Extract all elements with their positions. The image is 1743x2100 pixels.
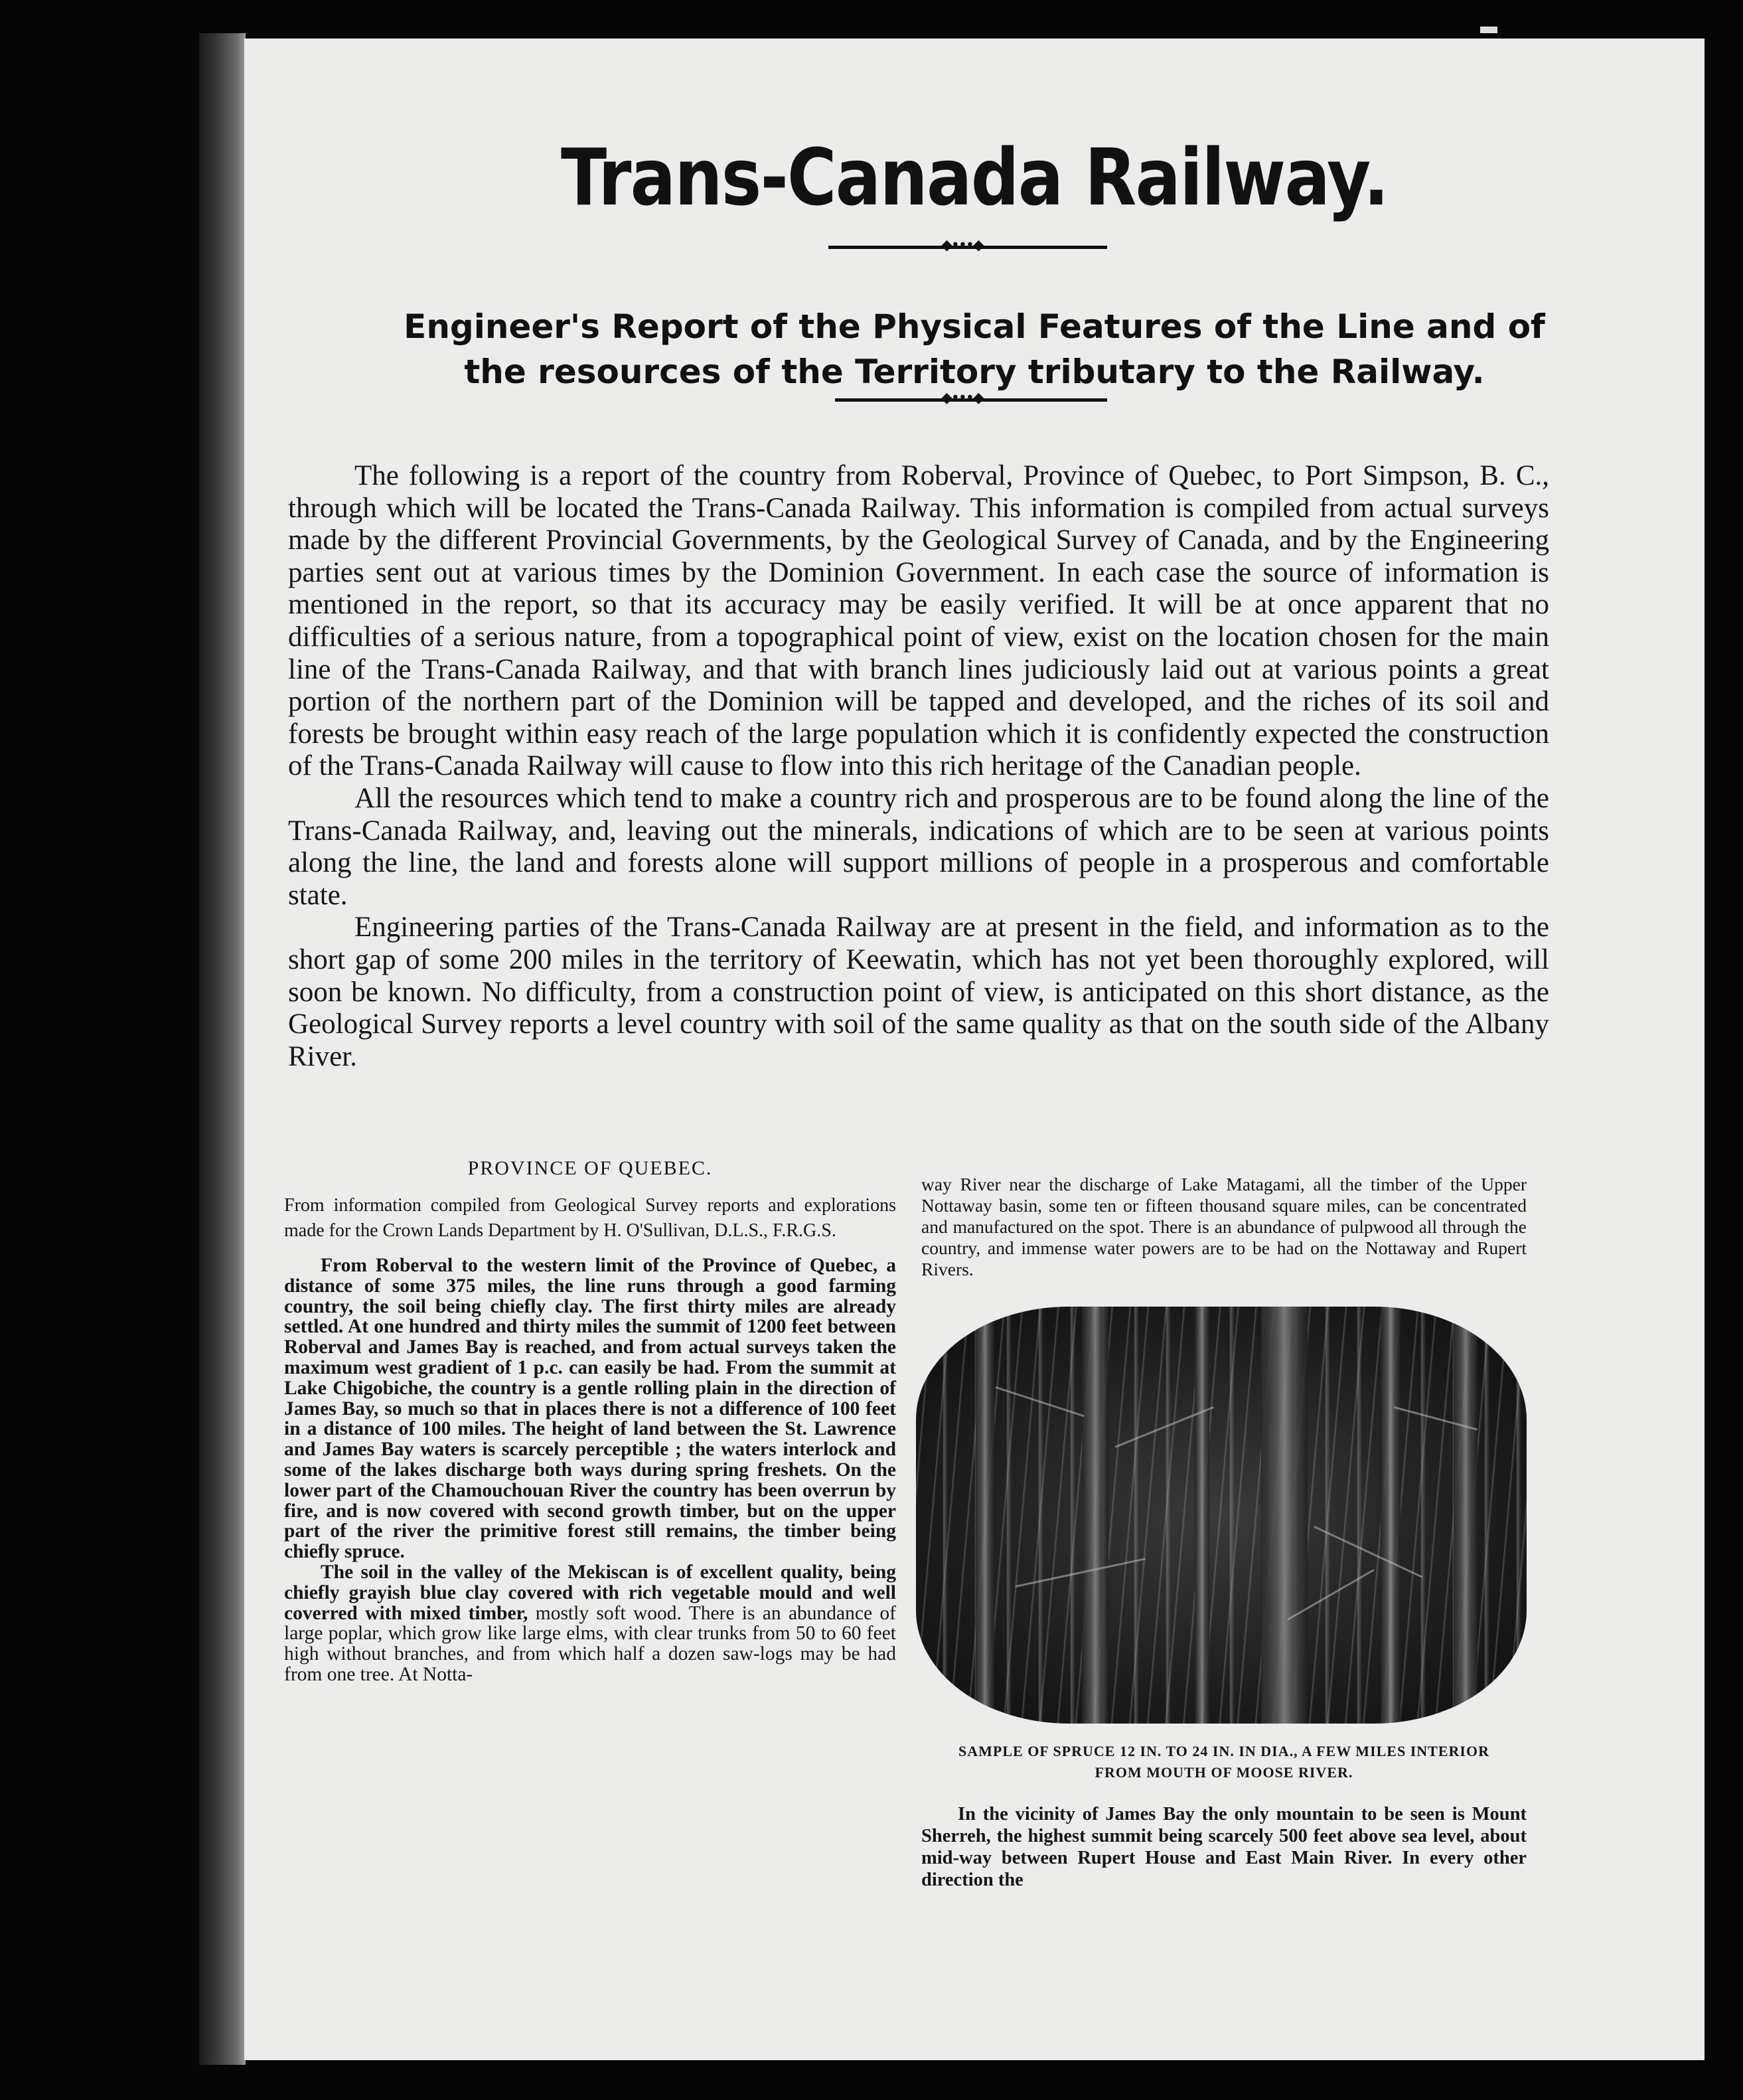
right-column	[921, 1174, 1527, 1891]
quebec-paragraph-2-bold: The soil in the valley of the Mekiscan is of excellent quality, being chiefly grayish blue clay covered with rich vegetable mould and well coverred with mixed timber,	[284, 1561, 896, 1624]
photo-tree-trunk	[1082, 1307, 1108, 1724]
photo-branch	[1314, 1526, 1422, 1578]
document-page	[244, 39, 1705, 2060]
photo-branch	[1016, 1558, 1146, 1587]
ornament-dots-bottom: ◆•••◆	[941, 390, 983, 406]
photo-tree-trunk	[976, 1307, 994, 1724]
photo-caption	[921, 1741, 1527, 1783]
source-note: From information compiled from Geological Survey reports and explorations made for the Crown Lands Department by H. O'Sullivan, D.L.S., F.R.G.S.	[284, 1195, 896, 1241]
left-column	[284, 1157, 896, 1685]
ornament-dots-top: ◆•••◆	[941, 237, 983, 254]
quebec-paragraph-1: From Roberval to the western limit of the Province of Quebec, a distance of some 375 miles, the line runs through a good farming country, the soil being chiefly clay. The first thirty miles are already settled. At one hundred and thirty miles the summit of 1200 feet between Roberval and James Bay is reached, and from actual surveys taken the maximum west gradient of 1 p.c. can easily be had. From the summit at Lake Chigobiche, the country is a gentle rolling plain in the direction of James Bay, so much so that in places there is not a difference of 100 feet in a distance of 100 miles. The height of land between the St. Lawrence and James Bay waters is scarcely perceptible ; the waters interlock and some of the lakes discharge both ways during spring freshets. On the lower part of the Chamouchouan River the country has been overrun by fire, and is now covered with second growth timber, but on the upper part of the river the primitive forest still remains, the timber being chiefly spruce.	[284, 1255, 896, 1563]
subtitle-line-1: Engineer's Report of the Physical Features of the Line and of	[404, 307, 1545, 346]
spruce-forest-photo	[916, 1307, 1527, 1724]
photo-branch	[996, 1386, 1085, 1417]
intro-paragraph: The following is a report of the country from Roberval, Province of Quebec, to Port Simpson, B. C., through which will be located the Trans-Canada Railway. This information is compiled from actual surveys made by the different Provincial Governments, by the Geological Survey of Canada, and by the Engineering parties sent out at various times by the Dominion Government. In each case the source of information is mentioned in the report, so that its accuracy may be easily verified. It will be at once apparent that no difficulties of a serious nature, from a topographical point of view, exist on the location chosen for the main line of the Trans-Canada Railway, and that with branch lines judiciously laid out at various points a great portion of the northern part of the Dominion will be tapped and developed, and the riches of its soil and forests be brought within easy reach of the large population which it is confidently expected the construction of the Trans-Canada Railway will cause to flow into this rich heritage of the Canadian people.	[288, 460, 1549, 782]
photo-tree-trunk	[1261, 1307, 1308, 1724]
photo-tree-trunk	[1195, 1307, 1209, 1724]
page-binding-edge	[199, 33, 246, 2065]
page-title: Trans-Canada Railway.	[560, 131, 1389, 223]
nottaway-paragraph: way River near the discharge of Lake Matagami, all the timber of the Upper Nottaway basin, some ten or fifteen thousand square miles, can be concentrated and manufactured on the spot. There is an abundance of pulpwood all through the country, and immense water powers are to be had on the Nottaway and Rupert Rivers.	[921, 1174, 1527, 1279]
intro-paragraph: Engineering parties of the Trans-Canada Railway are at present in the field, and information as to the short gap of some 200 miles in the territory of Keewatin, which has not yet been thoroughly explored, will soon be known. No difficulty, from a construction point of view, is anticipated on this short distance, as the Geological Survey reports a level country with soil of the same quality as that on the south side of the Albany River.	[288, 912, 1549, 1072]
james-bay-paragraph: In the vicinity of James Bay the only mountain to be seen is Mount Sherreh, the highest summit being scarcely 500 feet above sea level, about mid-way between Rupert House and East Main River. In every other direction the	[921, 1804, 1527, 1890]
section-heading-quebec: PROVINCE OF QUEBEC.	[467, 1157, 713, 1179]
report-subtitle	[271, 304, 1678, 394]
subtitle-line-2: the resources of the Territory tributary to the Railway.	[464, 353, 1485, 391]
photo-tree-trunk	[1381, 1307, 1401, 1724]
quebec-paragraph-2-regular: mostly soft wood. There is an abundance of large poplar, which grow like large elms, with clear trunks from 50 to 60 feet high without branches, and from which half a dozen saw-logs may be had from one tree. At Notta-	[284, 1602, 896, 1685]
photo-caption-line-2: FROM MOUTH OF MOOSE RIVER.	[1095, 1764, 1353, 1781]
photo-caption-line-1: SAMPLE OF SPRUCE 12 IN. TO 24 IN. IN DIA., A FEW MILES INTERIOR	[958, 1743, 1489, 1759]
quebec-paragraph-2	[284, 1562, 896, 1685]
intro-paragraph: All the resources which tend to make a country rich and prosperous are to be found along the line of the Trans-Canada Railway, and, leaving out the minerals, indications of which are to be seen at various points along the line, the land and forests alone will support millions of people in a prosperous and comfortable state.	[288, 782, 1549, 911]
scan-artifact	[1480, 27, 1497, 33]
introduction-text	[288, 460, 1549, 1073]
photo-tree-trunk	[1454, 1307, 1478, 1724]
